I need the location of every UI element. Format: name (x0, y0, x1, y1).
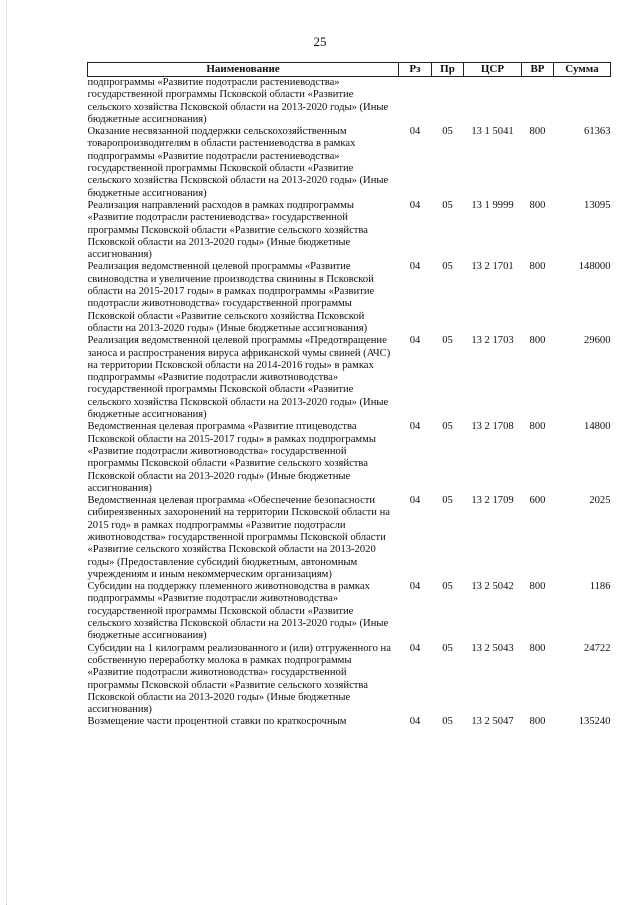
row-csr: 13 2 5047 (471, 716, 514, 728)
row-csr: 13 2 1708 (471, 421, 514, 433)
budget-table (87, 62, 611, 729)
row-csr: 13 1 9999 (471, 199, 514, 211)
row-name: подпрограммы «Развитие подотрасли растениеводства» государственной программы Псковской области «Развитие сельского хозяйства Псковской области на 2013-2020 годы» (Иные бюджетные ассигнования) (87, 77, 389, 125)
row-pr: 05 (442, 495, 453, 507)
row-csr: 13 1 5041 (471, 126, 514, 138)
row-vr: 800 (529, 581, 546, 593)
row-sum (554, 77, 611, 127)
table-header-row (88, 63, 611, 77)
table-row (88, 581, 611, 642)
header-csr: ЦСР (464, 63, 522, 77)
header-vr: ВР (522, 63, 554, 77)
row-name: Ведомственная целевая программа «Развитие птицеводства Псковской области на 2015-2017 годы» в рамках подпрограммы «Развитие подотрасли животноводства» государственной программы Псковской области «Развитие сельского хозяйства Псковской области на 2013-2020 годы» (Иные бюджетные ассигнования) (87, 421, 376, 494)
row-sum: 29600 (584, 335, 611, 347)
table-row (88, 77, 611, 127)
row-vr: 800 (529, 642, 546, 654)
row-pr (432, 77, 464, 127)
row-pr: 05 (442, 199, 453, 211)
row-name: Ведомственная целевая программа «Обеспечение безопасности сибиреязвенных захоронений на территории Псковской области на 2015 год» в рамках подпрограммы «Развитие подотрасли животноводства» государственной программы Псковской области «Развитие сельского хозяйства Псковской области на 2013-2020 годы» (Предоставление субсидий бюджетным, автономным учреждениям и иным некоммерческим организациям) (87, 495, 390, 580)
row-pr: 05 (442, 642, 453, 654)
row-rz: 04 (409, 581, 421, 593)
table-row (88, 126, 611, 200)
row-csr: 13 2 1701 (471, 261, 514, 273)
table-row (88, 261, 611, 335)
scan-margin-line (6, 0, 8, 905)
row-rz: 04 (409, 261, 421, 273)
header-pr: Пр (432, 63, 464, 77)
row-name: Оказание несвязанной поддержки сельскохозяйственным товаропроизводителям в области растениеводства в рамках подпрограммы «Развитие подотрасли растениеводства» государственной программы Псковской области «Развитие сельского хозяйства Псковской области на 2013-2020 годы» (Иные бюджетные ассигнования) (87, 126, 389, 199)
table-row (88, 200, 611, 261)
row-sum: 14800 (584, 421, 611, 433)
table-row (88, 716, 611, 728)
row-rz: 04 (409, 335, 421, 347)
row-vr: 800 (529, 716, 546, 728)
row-csr: 13 2 5042 (471, 581, 514, 593)
table-row (88, 643, 611, 717)
row-csr: 13 2 1703 (471, 335, 514, 347)
row-vr: 600 (529, 495, 546, 507)
row-rz: 04 (409, 126, 421, 138)
row-vr: 800 (529, 199, 546, 211)
row-pr: 05 (442, 421, 453, 433)
row-pr: 05 (442, 126, 453, 138)
row-rz: 04 (409, 716, 421, 728)
row-pr: 05 (442, 261, 453, 273)
row-rz (399, 77, 432, 127)
row-csr: 13 2 1709 (471, 495, 514, 507)
row-sum: 148000 (578, 261, 611, 273)
row-name: Субсидии на поддержку племенного животноводства в рамках подпрограммы «Развитие подотрасли животноводства» государственной программы Псковской области «Развитие сельского хозяйства Псковской области на 2013-2020 годы» (Иные бюджетные ассигнования) (87, 581, 389, 642)
row-vr: 800 (529, 421, 546, 433)
header-rz: Рз (399, 63, 432, 77)
row-rz: 04 (409, 495, 421, 507)
header-name: Наименование (88, 63, 399, 77)
row-sum: 13095 (584, 199, 611, 211)
row-sum: 2025 (589, 495, 611, 507)
row-name: Реализация ведомственной целевой программы «Развитие свиноводства и увеличение производства свинины в Псковской области на 2015-2017 годы» в рамках подпрограммы «Развитие подотрасли животноводства» государственной программы Псковской области «Развитие сельского хозяйства Псковской области на 2013-2020 годы» (Иные бюджетные ассигнования) (87, 261, 375, 334)
header-sum: Сумма (554, 63, 611, 77)
row-vr (522, 77, 554, 127)
row-name: Возмещение части процентной ставки по краткосрочным (87, 716, 347, 728)
row-rz: 04 (409, 421, 421, 433)
table-row (88, 421, 611, 495)
row-vr: 800 (529, 261, 546, 273)
row-pr: 05 (442, 581, 453, 593)
row-sum: 1186 (589, 581, 611, 593)
table-row (88, 495, 611, 581)
row-name: Реализация ведомственной целевой программы «Предотвращение заноса и распространения вируса африканской чумы свиней (АЧС) на территории Псковской области на 2014-2016 годы» в рамках подпрограммы «Развитие подотрасли животноводства» государственной программы Псковской области «Развитие сельского хозяйства Псковской области на 2013-2020 годы» (Иные бюджетные ассигнования) (87, 335, 391, 421)
row-rz: 04 (409, 642, 421, 654)
page-number: 25 (313, 34, 327, 49)
row-rz: 04 (409, 199, 421, 211)
row-pr: 05 (442, 716, 453, 728)
row-sum: 61363 (584, 126, 611, 138)
row-sum: 24722 (584, 642, 611, 654)
row-csr: 13 2 5043 (471, 642, 514, 654)
row-name: Субсидии на 1 килограмм реализованного и (или) отгруженного на собственную переработку молока в рамках подпрограммы «Развитие подотрасли животноводства» государственной программы Псковской области «Развитие сельского хозяйства Псковской области на 2013-2020 годы» (Иные бюджетные ассигнования) (87, 642, 391, 716)
row-vr: 800 (529, 126, 546, 138)
row-name: Реализация направлений расходов в рамках подпрограммы «Развитие подотрасли растениеводства» государственной программы Псковской области «Развитие сельского хозяйства Псковской области на 2013-2020 годы» (Иные бюджетные ассигнования) (87, 199, 368, 261)
row-sum: 135240 (578, 716, 611, 728)
row-vr: 800 (529, 335, 546, 347)
table-row (88, 335, 611, 421)
row-pr: 05 (442, 335, 453, 347)
row-csr (464, 77, 522, 127)
